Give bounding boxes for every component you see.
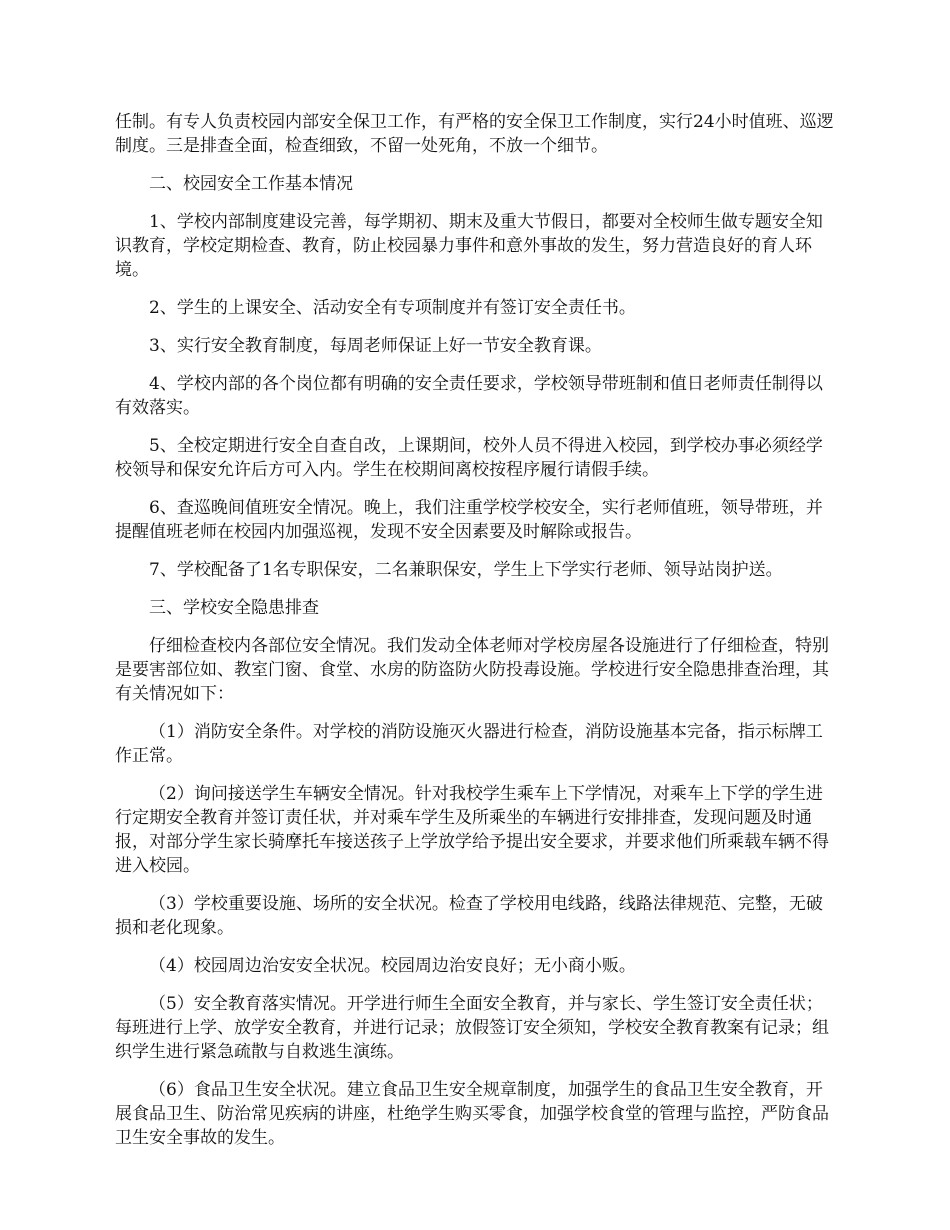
paragraph-hazard-item-1: （1）消防安全条件。对学校的消防设施灭火器进行检查，消防设施基本完备，指示标牌工作正常。 — [115, 722, 823, 766]
section-heading-campus-safety-status: 二、校园安全工作基本情况 — [149, 174, 353, 194]
paragraph-item-4: 4、学校内部的各个岗位都有明确的安全责任要求，学校领导带班制和值日老师责任制得以有效落实。 — [115, 374, 823, 418]
paragraph-hazard-item-4: （4）校园周边治安安全状况。校园周边治安良好；无小商小贩。 — [149, 956, 636, 976]
paragraph-hazard-item-2: （2）询问接送学生车辆安全情况。针对我校学生乘车上下学情况，对乘车上下学的学生进行定期安全教育并签订责任状，并对乘车学生及所乘坐的车辆进行安排排查，发现问题及时通报，对部分学生家长骑摩托车接送孩子上学放学给予提出安全要求，并要求他们所乘载车辆不得进入校园。 — [115, 784, 829, 876]
paragraph-item-6: 6、查巡晚间值班安全情况。晚上，我们注重学校学校安全，实行老师值班，领导带班，并提醒值班老师在校园内加强巡视，发现不安全因素要及时解除或报告。 — [115, 498, 823, 542]
paragraph-hazard-item-6: （6）食品卫生安全状况。建立食品卫生安全规章制度，加强学生的食品卫生安全教育，开展食品卫生、防治常见疾病的讲座，杜绝学生购买零食，加强学校食堂的管理与监控，严防食品卫生安全事故的发生。 — [115, 1080, 829, 1148]
paragraph-item-2: 2、学生的上课安全、活动安全有专项制度并有签订安全责任书。 — [149, 298, 636, 318]
paragraph-hazard-item-3: （3）学校重要设施、场所的安全状况。检查了学校用电线路，线路法律规范、完整，无破损和老化现象。 — [115, 894, 823, 938]
paragraph-intro-continuation: 任制。有专人负责校园内部安全保卫工作，有严格的安全保卫工作制度，实行24小时值班、巡逻制度。三是排查全面，检查细致，不留一处死角，不放一个细节。 — [115, 112, 834, 156]
paragraph-hazard-intro: 仔细检查校内各部位安全情况。我们发动全体老师对学校房屋各设施进行了仔细检查，特别是要害部位如、教室门窗、食堂、水房的防盗防火防投毒设施。学校进行安全隐患排查治理，其有关情况如下： — [115, 636, 829, 704]
paragraph-item-1: 1、学校内部制度建设完善，每学期初、期末及重大节假日，都要对全校师生做专题安全知识教育，学校定期检查、教育，防止校园暴力事件和意外事故的发生，努力营造良好的育人环境。 — [115, 212, 823, 280]
paragraph-item-3: 3、实行安全教育制度，每周老师保证上好一节安全教育课。 — [149, 336, 602, 356]
paragraph-item-7: 7、学校配备了1名专职保安，二名兼职保安，学生上下学实行老师、领导站岗护送。 — [149, 560, 783, 580]
document-body — [115, 110, 837, 1164]
paragraph-item-5: 5、全校定期进行安全自查自改，上课期间，校外人员不得进入校园，到学校办事必须经学校领导和保安允许后方可入内。学生在校期间离校按程序履行请假手续。 — [115, 436, 823, 480]
section-heading-hazard-inspection: 三、学校安全隐患排查 — [149, 598, 319, 618]
paragraph-hazard-item-5: （5）安全教育落实情况。开学进行师生全面安全教育，并与家长、学生签订安全责任状；每班进行上学、放学安全教育，并进行记录；放假签订安全须知，学校安全教育教案有记录；组织学生进行紧急疏散与自救逃生演练。 — [115, 994, 829, 1062]
